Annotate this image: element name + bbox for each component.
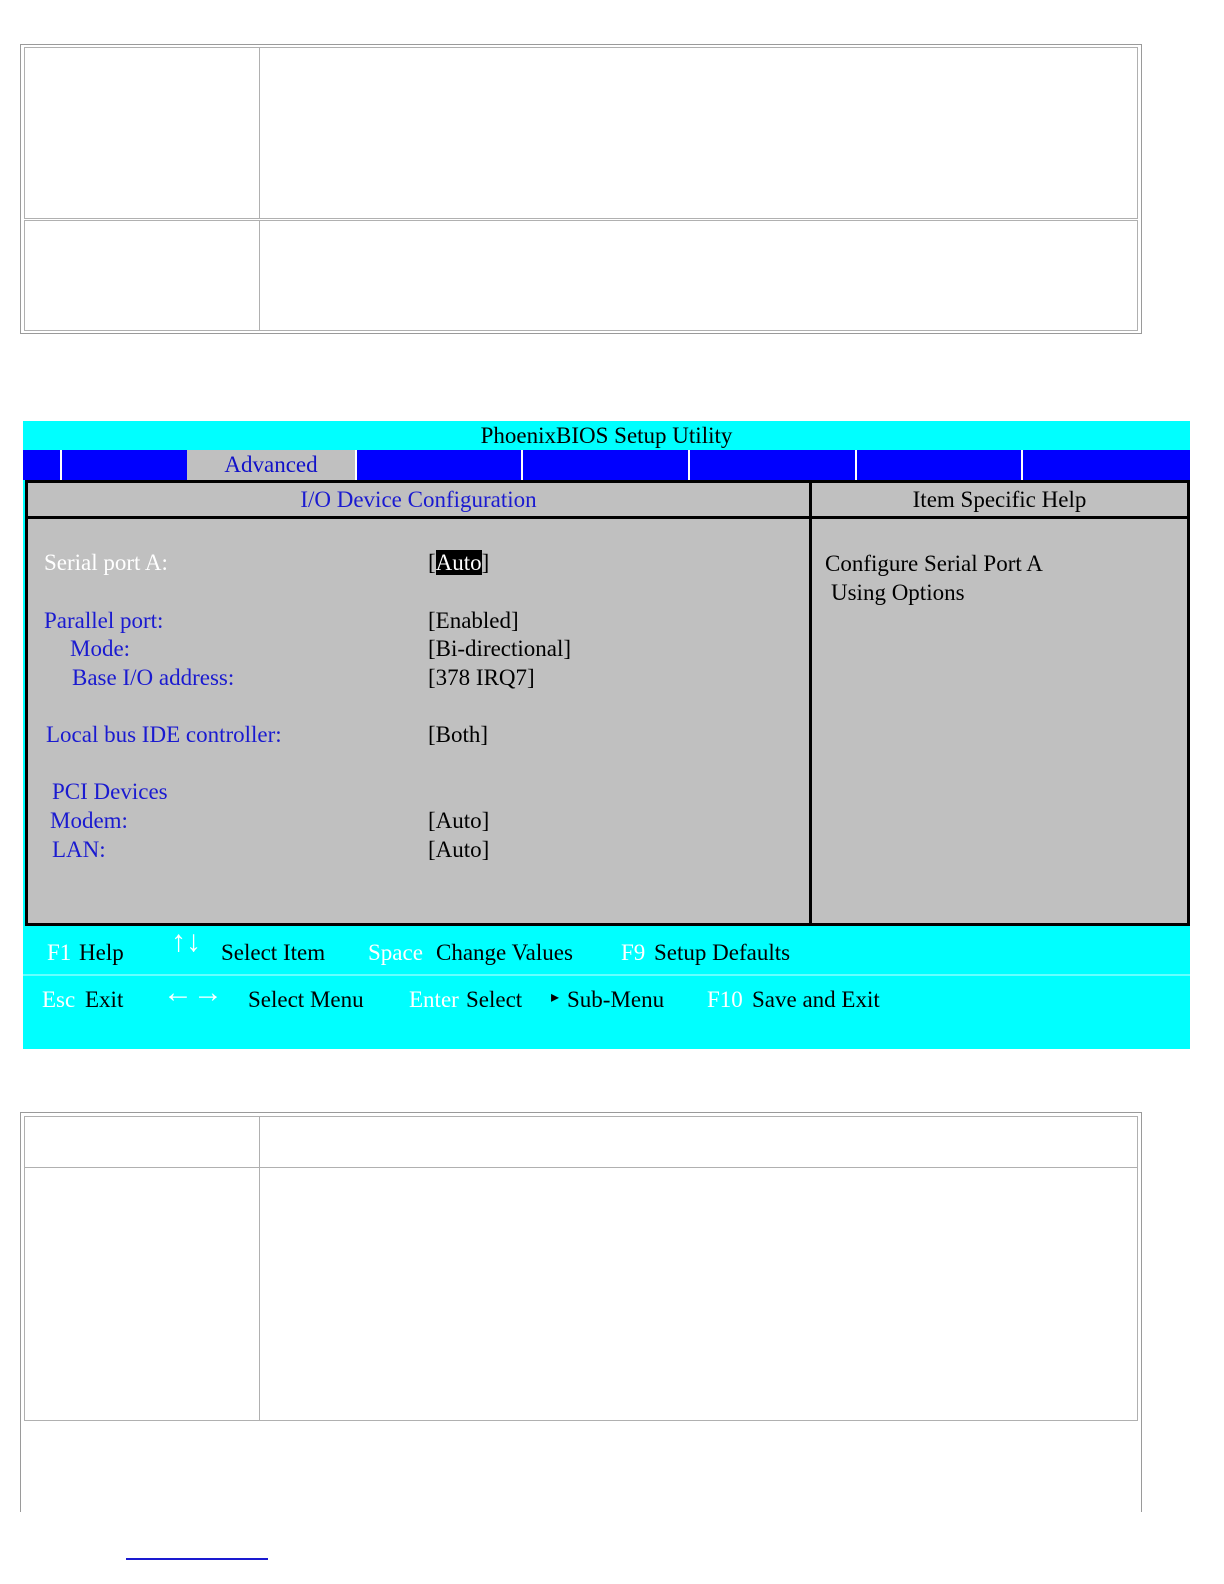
mode-label[interactable]: Mode: — [70, 636, 131, 661]
f9-key: F9 — [621, 940, 646, 965]
mode-value[interactable]: [Bi-directional] — [428, 636, 572, 661]
menu-separator — [60, 450, 62, 480]
triangle-right-icon: ▸ — [551, 989, 560, 1006]
save-and-exit-desc: Save and Exit — [752, 987, 880, 1012]
table-cell — [259, 1167, 1138, 1421]
up-down-arrows-icon: ↑↓ — [171, 925, 201, 958]
enter-key: Enter — [409, 987, 459, 1012]
table-cell — [24, 1116, 260, 1168]
key-legend — [23, 926, 1190, 1049]
main-pane — [25, 480, 1190, 926]
parallel-port-value[interactable]: [Enabled] — [428, 608, 519, 633]
tab-advanced[interactable]: Advanced — [187, 450, 355, 480]
exit-desc: Exit — [85, 987, 124, 1012]
menu-separator — [855, 450, 857, 480]
divider — [809, 483, 812, 923]
f1-desc: Help — [79, 940, 124, 965]
select-menu-desc: Select Menu — [248, 987, 364, 1012]
serial-port-a-value[interactable]: [Auto] — [428, 550, 490, 575]
help-line: Configure Serial Port A — [825, 551, 1043, 576]
table-cell — [259, 1116, 1138, 1168]
left-right-arrows-icon: ←→ — [163, 976, 223, 1009]
space-key: Space — [368, 940, 423, 965]
lan-value[interactable]: [Auto] — [428, 837, 490, 862]
bios-setup-screenshot — [23, 421, 1190, 1049]
menu-separator — [688, 450, 690, 480]
document-table-bottom — [20, 1112, 1142, 1512]
menu-separator — [355, 450, 357, 480]
menu-separator — [521, 450, 523, 480]
modem-value[interactable]: [Auto] — [428, 808, 490, 833]
bios-title: PhoenixBIOS Setup Utility — [480, 423, 733, 448]
table-cell — [259, 47, 1138, 219]
selected-value[interactable]: Auto — [435, 550, 482, 575]
base-io-address-value[interactable]: [378 IRQ7] — [428, 665, 535, 690]
select-item-desc: Select Item — [221, 940, 326, 965]
f1-key: F1 — [47, 940, 72, 965]
setup-defaults-desc: Setup Defaults — [654, 940, 791, 965]
lan-label[interactable]: LAN: — [52, 837, 106, 862]
modem-label[interactable]: Modem: — [50, 808, 128, 833]
document-table-top — [20, 44, 1142, 334]
sub-menu-desc: Sub-Menu — [567, 987, 665, 1012]
change-values-desc: Change Values — [436, 940, 573, 965]
serial-port-a-label[interactable]: Serial port A: — [44, 550, 168, 575]
table-cell — [24, 1167, 260, 1421]
table-cell — [24, 220, 260, 331]
local-bus-ide-label[interactable]: Local bus IDE controller: — [46, 722, 282, 747]
select-desc: Select — [466, 987, 523, 1012]
table-cell — [259, 220, 1138, 331]
table-cell — [24, 47, 260, 219]
pci-devices-label: PCI Devices — [52, 779, 168, 804]
help-heading: Item Specific Help — [912, 487, 1087, 512]
menu-bar — [23, 450, 1190, 480]
section-heading: I/O Device Configuration — [300, 487, 537, 512]
local-bus-ide-value[interactable]: [Both] — [428, 722, 489, 747]
esc-key: Esc — [42, 987, 76, 1012]
f10-key: F10 — [707, 987, 743, 1012]
help-line: Using Options — [831, 580, 965, 605]
link-underline[interactable] — [126, 1558, 268, 1560]
parallel-port-label[interactable]: Parallel port: — [44, 608, 164, 633]
base-io-address-label[interactable]: Base I/O address: — [72, 665, 235, 690]
menu-separator — [1021, 450, 1023, 480]
divider — [28, 516, 1187, 519]
